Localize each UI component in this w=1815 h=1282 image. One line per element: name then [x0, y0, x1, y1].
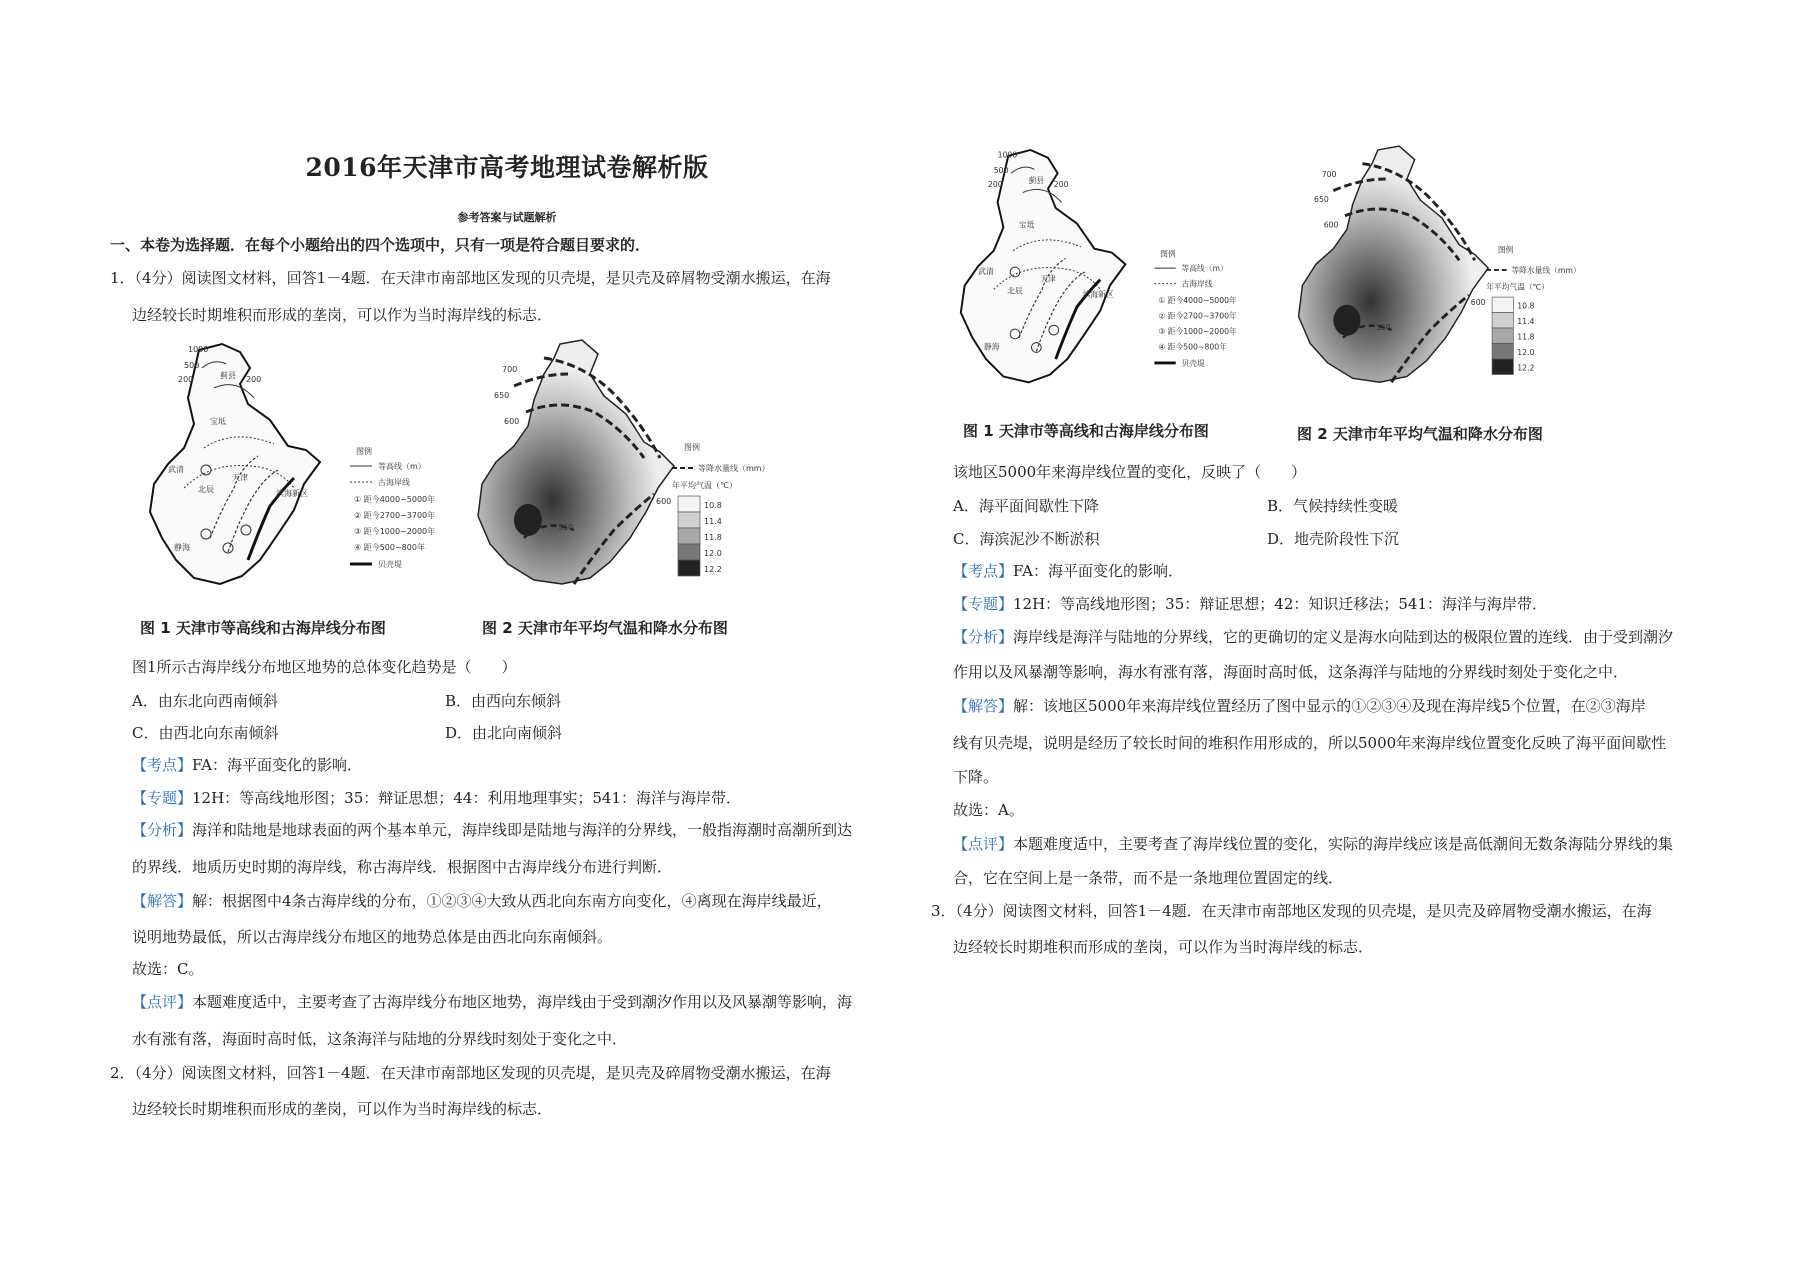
- q1-zhuanti: [132, 788, 741, 808]
- fig1-legend-item: ② 距今2700~3700年: [354, 511, 436, 520]
- fig1-place-label: 天津: [232, 473, 248, 482]
- page-subtitle: 参考答案与试题解析: [457, 211, 557, 224]
- q1-option-b: B．由西向东倾斜: [445, 692, 562, 710]
- fig1-legend-item: ③ 距今1000~2000年: [1158, 326, 1237, 336]
- fig1-legend-item: ① 距今4000~5000年: [354, 495, 436, 504]
- q2-jieda-text: 解：该地区5000年来海岸线位置经历了图中显示的①②③④及现在海岸线5个位置，在②③海岸: [1013, 697, 1646, 715]
- q1-dianping-text: 本题难度适中，主要考查了古海岸线分布地区地势，海岸线由于受到潮汐作用以及风暴潮等影响，海: [192, 993, 853, 1011]
- fig1-legend-item: 等高线（m）: [1181, 264, 1228, 273]
- q1-fenxi: [132, 820, 852, 840]
- fig2-scale-label: 12.2: [1517, 363, 1535, 373]
- q1-fenxi-text: 海洋和陆地是地球表面的两个基本单元，海岸线即是陆地与海洋的分界线，一般指海潮时高潮所到达: [192, 821, 853, 839]
- fig1-place-label: 静海: [984, 342, 1000, 352]
- q2-kaodian-tag: 【考点】: [953, 562, 1014, 580]
- figure1-contour-map: [144, 338, 459, 600]
- q2-dianping-tag: 【点评】: [953, 835, 1014, 853]
- q2-zhuanti-tag: 【专题】: [953, 595, 1014, 613]
- q2-kaodian: [953, 561, 1183, 581]
- q1-kaodian-tag: 【考点】: [132, 756, 193, 774]
- q2-zhuanti: [953, 594, 1547, 614]
- fig1-legend-title: 图例: [356, 447, 372, 456]
- q1-option-d: D．由北向南倾斜: [445, 724, 563, 742]
- q2-dianping: [953, 834, 1673, 854]
- fig1-place-label: 武清: [168, 465, 184, 474]
- q2-fenxi-tag: 【分析】: [953, 628, 1014, 646]
- figure2-caption: 图 2 天津市年平均气温和降水分布图: [482, 619, 728, 637]
- fig2-legend-item: 等降水量线（mm）: [698, 464, 770, 473]
- q1-option-c: C．由西北向东南倾斜: [132, 724, 279, 742]
- fig1-place-label: 蓟县: [1028, 175, 1045, 185]
- q1-option-a: A．由东北向西南倾斜: [132, 692, 278, 710]
- fig1-legend-item: ④ 距今500~800年: [1158, 342, 1227, 352]
- q2-jieda-tag: 【解答】: [953, 697, 1014, 715]
- fig2-isohyet-label: 700: [502, 365, 518, 374]
- fig2-scale-label: 12.0: [704, 549, 722, 558]
- fig2-isohyet-label: 650: [494, 391, 510, 400]
- q2-fenxi: [953, 627, 1673, 647]
- q2-kaodian-text: FA：海平面变化的影响．: [1013, 562, 1183, 580]
- fig2-scale-label: 12.2: [704, 565, 722, 574]
- q1-fenxi-tag: 【分析】: [132, 821, 193, 839]
- q3-stem-line1: 3．（4分）阅读图文材料，回答1－4题．在天津市南部地区发现的贝壳堤，是贝壳及碎屑物受潮水搬运，在海: [931, 902, 1652, 920]
- q2-stem-line1: 2．（4分）阅读图文材料，回答1－4题．在天津市南部地区发现的贝壳堤，是贝壳及碎屑物受潮水搬运，在海: [110, 1064, 831, 1082]
- fig1-place-label: 武清: [978, 266, 994, 276]
- fig1-contour-label: 500: [184, 361, 200, 370]
- fig2-isohyet-label: 550: [558, 523, 574, 532]
- q2-option-b: B．气候持续性变暖: [1267, 497, 1399, 515]
- q1-answer: 故选：C。: [132, 960, 204, 978]
- fig2-scale-label: 11.8: [704, 533, 722, 542]
- q1-stem-line1: 1．（4分）阅读图文材料，回答1－4题．在天津市南部地区发现的贝壳堤，是贝壳及碎屑物受潮水搬运，在海: [110, 269, 831, 287]
- fig2-legend-item: 年平均气温（℃）: [1486, 282, 1550, 292]
- fig1-place-label: 宝坻: [210, 417, 226, 426]
- q2-question: 该地区5000年来海岸线位置的变化，反映了（ ）: [953, 463, 1307, 481]
- q1-question: 图1所示古海岸线分布地区地势的总体变化趋势是（ ）: [132, 658, 517, 676]
- fig1-contour-label: 500: [993, 166, 1009, 176]
- fig1-contour-label: 200: [246, 375, 262, 384]
- fig1-place-label: 北辰: [1007, 286, 1023, 296]
- fig1-legend-item: 古海岸线: [378, 478, 410, 487]
- fig1-place-label: 静海: [174, 543, 190, 552]
- fig2-isohyet-label: 600: [504, 417, 520, 426]
- q1-fenxi-line2: 的界线．地质历史时期的海岸线，称古海岸线．根据图中古海岸线分布进行判断．: [132, 858, 673, 876]
- figure1-caption-copy: 图 1 天津市等高线和古海岸线分布图: [963, 422, 1209, 440]
- q2-zhuanti-text: 12H：等高线地形图；35：辩证思想；42：知识迁移法；541：海洋与海岸带．: [1013, 595, 1547, 613]
- fig2-isohyet-label: 550: [1375, 322, 1391, 332]
- figure2-climate-map-copy: [1285, 136, 1585, 402]
- q2-fenxi-line2: 作用以及风暴潮等影响，海水有涨有落，海面时高时低，这条海洋与陆地的分界线时刻处于变化之中．: [953, 663, 1629, 681]
- fig2-legend-item: 等降水量线（mm）: [1511, 265, 1581, 275]
- fig1-place-label: 宝坻: [1018, 220, 1035, 230]
- page-title: 2016年天津市高考地理试卷解析版: [305, 153, 709, 182]
- q2-dianping-text: 本题难度适中，主要考查了海岸线位置的变化，实际的海岸线应该是高低潮间无数条海陆分界线的集: [1013, 835, 1674, 853]
- fig2-isohyet-label: 650: [1314, 195, 1329, 205]
- q1-jieda-tag: 【解答】: [132, 892, 193, 910]
- q2-option-c: C．海滨泥沙不断淤积: [953, 530, 1100, 548]
- fig1-contour-label: 1000: [997, 150, 1018, 160]
- q2-option-a: A．海平面间歇性下降: [953, 497, 1099, 515]
- figure2-climate-map: [464, 334, 774, 600]
- figure2-caption-copy: 图 2 天津市年平均气温和降水分布图: [1297, 425, 1543, 443]
- fig2-isohyet-label: 600: [1323, 220, 1339, 230]
- fig1-place-label: 天津: [1040, 274, 1056, 284]
- q2-option-d: D．地壳阶段性下沉: [1267, 530, 1400, 548]
- fig2-legend-title: 图例: [1497, 245, 1514, 255]
- q1-zhuanti-text: 12H：等高线地形图；35：辩证思想；44：利用地理事实；541：海洋与海岸带．: [192, 789, 741, 807]
- fig1-legend-item: 等高线（m）: [378, 462, 426, 471]
- fig1-legend-item: 贝壳堤: [378, 560, 402, 569]
- q1-dianping-line2: 水有涨有落，海面时高时低，这条海洋与陆地的分界线时刻处于变化之中．: [132, 1030, 628, 1048]
- fig2-isohyet-label: 600: [1470, 297, 1486, 307]
- q1-kaodian-text: FA：海平面变化的影响．: [192, 756, 362, 774]
- figure1-contour-map-copy: [955, 140, 1260, 402]
- q1-zhuanti-tag: 【专题】: [132, 789, 193, 807]
- fig1-legend-item: ① 距今4000~5000年: [1158, 295, 1237, 305]
- fig2-isohyet-label: 600: [656, 497, 672, 506]
- q2-stem-line2: 边经较长时期堆积而形成的垄岗，可以作为当时海岸线的标志．: [132, 1100, 553, 1118]
- q1-jieda-text: 解：根据图中4条古海岸线的分布，①②③④大致从西北向东南方向变化，④离现在海岸线最近，: [192, 892, 832, 910]
- q1-dianping: [132, 992, 852, 1012]
- fig1-legend-item: ④ 距今500~800年: [354, 543, 425, 552]
- fig2-scale-label: 12.0: [1517, 348, 1535, 358]
- fig1-place-label: 滨海新区: [276, 489, 308, 498]
- q2-jieda-line3: 下降。: [953, 768, 999, 786]
- q2-jieda-line2: 线有贝壳堤，说明是经历了较长时间的堆积作用形成的，所以5000年来海岸线位置变化反映了海平面间歇性: [953, 734, 1667, 752]
- fig1-contour-label: 200: [1053, 179, 1069, 189]
- section-heading: 一、本卷为选择题．在每个小题给出的四个选项中，只有一项是符合题目要求的．: [110, 236, 651, 254]
- fig1-legend-title: 图例: [1160, 249, 1176, 259]
- fig1-legend-item: 古海岸线: [1181, 279, 1213, 289]
- fig2-scale-label: 11.8: [1517, 332, 1535, 342]
- fig1-contour-label: 200: [987, 179, 1003, 189]
- fig2-legend-title: 图例: [684, 443, 700, 452]
- q1-dianping-tag: 【点评】: [132, 993, 193, 1011]
- fig1-legend-item: ③ 距今1000~2000年: [354, 527, 436, 536]
- q2-dianping-line2: 合，它在空间上是一条带，而不是一条地理位置固定的线．: [953, 869, 1344, 887]
- fig2-scale-label: 11.4: [1517, 317, 1535, 327]
- q2-jieda: [953, 696, 1646, 716]
- fig1-contour-label: 200: [178, 375, 194, 384]
- fig2-legend-item: 年平均气温（℃）: [672, 481, 737, 490]
- fig1-legend-item: ② 距今2700~3700年: [1158, 311, 1237, 321]
- fig1-place-label: 滨海新区: [1082, 290, 1114, 300]
- fig2-isohyet-label: 700: [1321, 170, 1337, 180]
- fig1-place-label: 蓟县: [220, 371, 236, 380]
- q1-jieda-line2: 说明地势最低，所以古海岸线分布地区的地势总体是由西北向东南倾斜。: [132, 928, 613, 946]
- fig1-legend-item: 贝壳堤: [1181, 358, 1205, 368]
- q2-fenxi-text: 海岸线是海洋与陆地的分界线，它的更确切的定义是海水向陆到达的极限位置的连线．由于受到潮汐: [1013, 628, 1674, 646]
- fig1-place-label: 北辰: [198, 485, 214, 494]
- q1-kaodian: [132, 755, 362, 775]
- q3-stem-line2: 边经较长时期堆积而形成的垄岗，可以作为当时海岸线的标志．: [953, 938, 1374, 956]
- fig2-scale-label: 11.4: [704, 517, 722, 526]
- q1-jieda: [132, 891, 832, 911]
- fig2-scale-label: 10.8: [1517, 301, 1535, 311]
- q2-answer: 故选：A。: [953, 801, 1024, 819]
- q1-stem-line2: 边经较长时期堆积而形成的垄岗，可以作为当时海岸线的标志．: [132, 306, 553, 324]
- fig2-scale-label: 10.8: [704, 501, 722, 510]
- fig1-contour-label: 1000: [188, 345, 209, 354]
- figure1-caption: 图 1 天津市等高线和古海岸线分布图: [140, 619, 386, 637]
